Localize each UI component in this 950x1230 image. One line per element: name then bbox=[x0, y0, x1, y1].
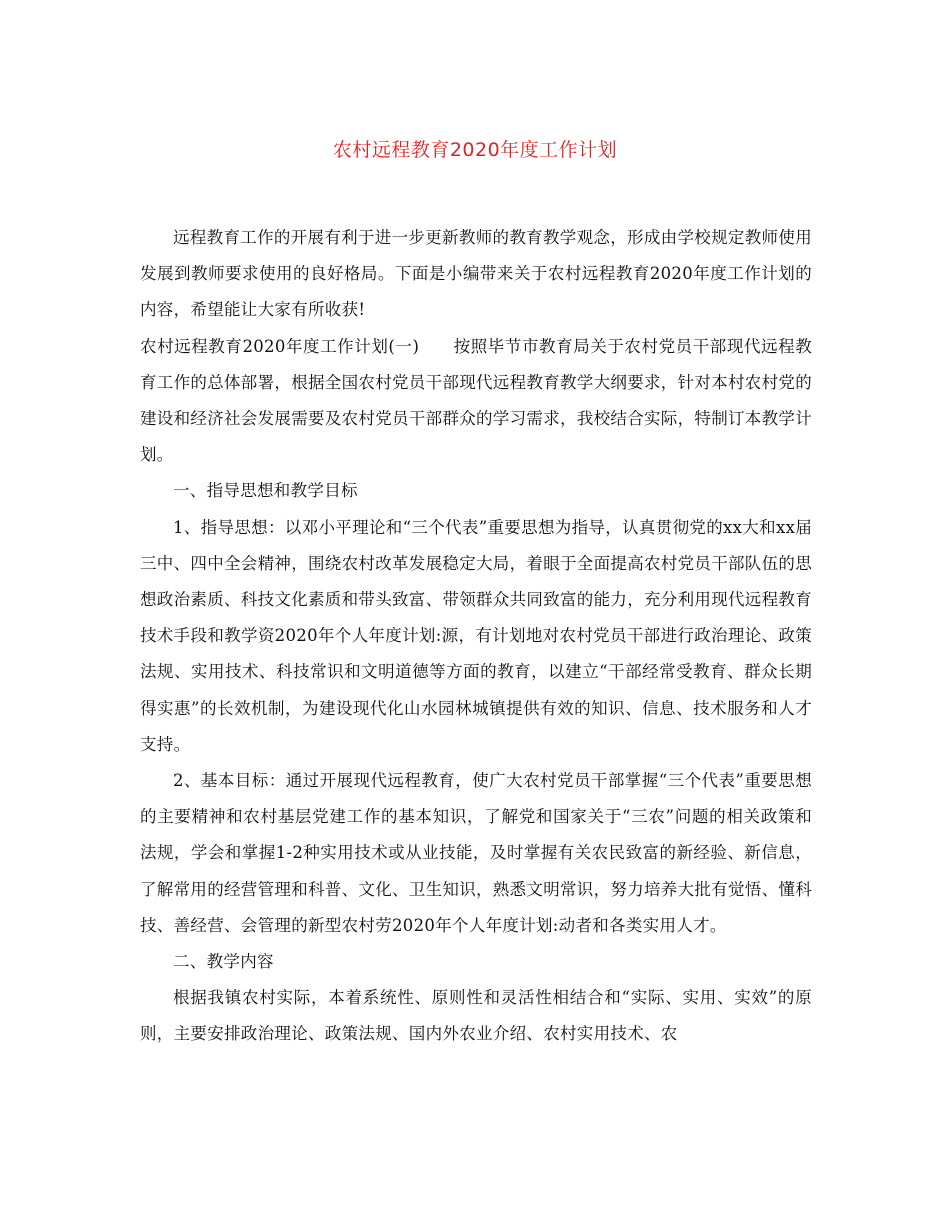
section-heading-teaching-content: 二、教学内容 bbox=[173, 952, 274, 972]
paragraph-plan-one: 农村远程教育2020年度工作计划(一) 按照毕节市教育局关于农村党员干部现代远程教育工作的总体部署，根据全国农村党员干部现代远程教育教学大纲要求，针对本村农村党的建设和经济社会发展需要及农村党员干部群众的学习需求，我校结合实际，特制订本教学计划。 bbox=[140, 336, 812, 465]
section-heading-guiding-ideology: 一、指导思想和教学目标 bbox=[173, 481, 358, 501]
document-body bbox=[140, 220, 812, 1053]
paragraph-guiding-thought: 1、指导思想：以邓小平理论和“三个代表”重要思想为指导，认真贯彻党的xx大和xx届三中、四中全会精神，围绕农村改革发展稳定大局，着眼于全面提高农村党员干部队伍的思想政治素质、科技文化素质和带头致富、带领群众共同致富的能力，充分利用现代远程教育技术手段和教学资2020年个人年度计划:源，有计划地对农村党员干部进行政治理论、政策法规、实用技术、科技常识和文明道德等方面的教育，以建立“干部经常受教育、群众长期得实惠”的长效机制，为建设现代化山水园林城镇提供有效的知识、信息、技术服务和人才支持。 bbox=[140, 517, 812, 754]
paragraph-teaching-content: 根据我镇农村实际，本着系统性、原则性和灵活性相结合和“实际、实用、实效”的原则，主要安排政治理论、政策法规、国内外农业介绍、农村实用技术、农 bbox=[140, 988, 812, 1044]
paragraph-intro: 远程教育工作的开展有利于进一步更新教师的教育教学观念，形成由学校规定教师使用发展到教师要求使用的良好格局。下面是小编带来关于农村远程教育2020年度工作计划的内容，希望能让大家有所收获! bbox=[140, 228, 812, 320]
document-title: 农村远程教育2020年度工作计划 bbox=[332, 139, 618, 161]
paragraph-basic-goal: 2、基本目标：通过开展现代远程教育，使广大农村党员干部掌握“三个代表”重要思想的主要精神和农村基层党建工作的基本知识，了解党和国家关于“三农”问题的相关政策和法规，学会和掌握1-2种实用技术或从业技能，及时掌握有关农民致富的新经验、新信息，了解常用的经营管理和科普、文化、卫生知识，熟悉文明常识，努力培养大批有觉悟、懂科技、善经营、会管理的新型农村劳2020年个人年度计划:动者和各类实用人才。 bbox=[140, 771, 812, 935]
